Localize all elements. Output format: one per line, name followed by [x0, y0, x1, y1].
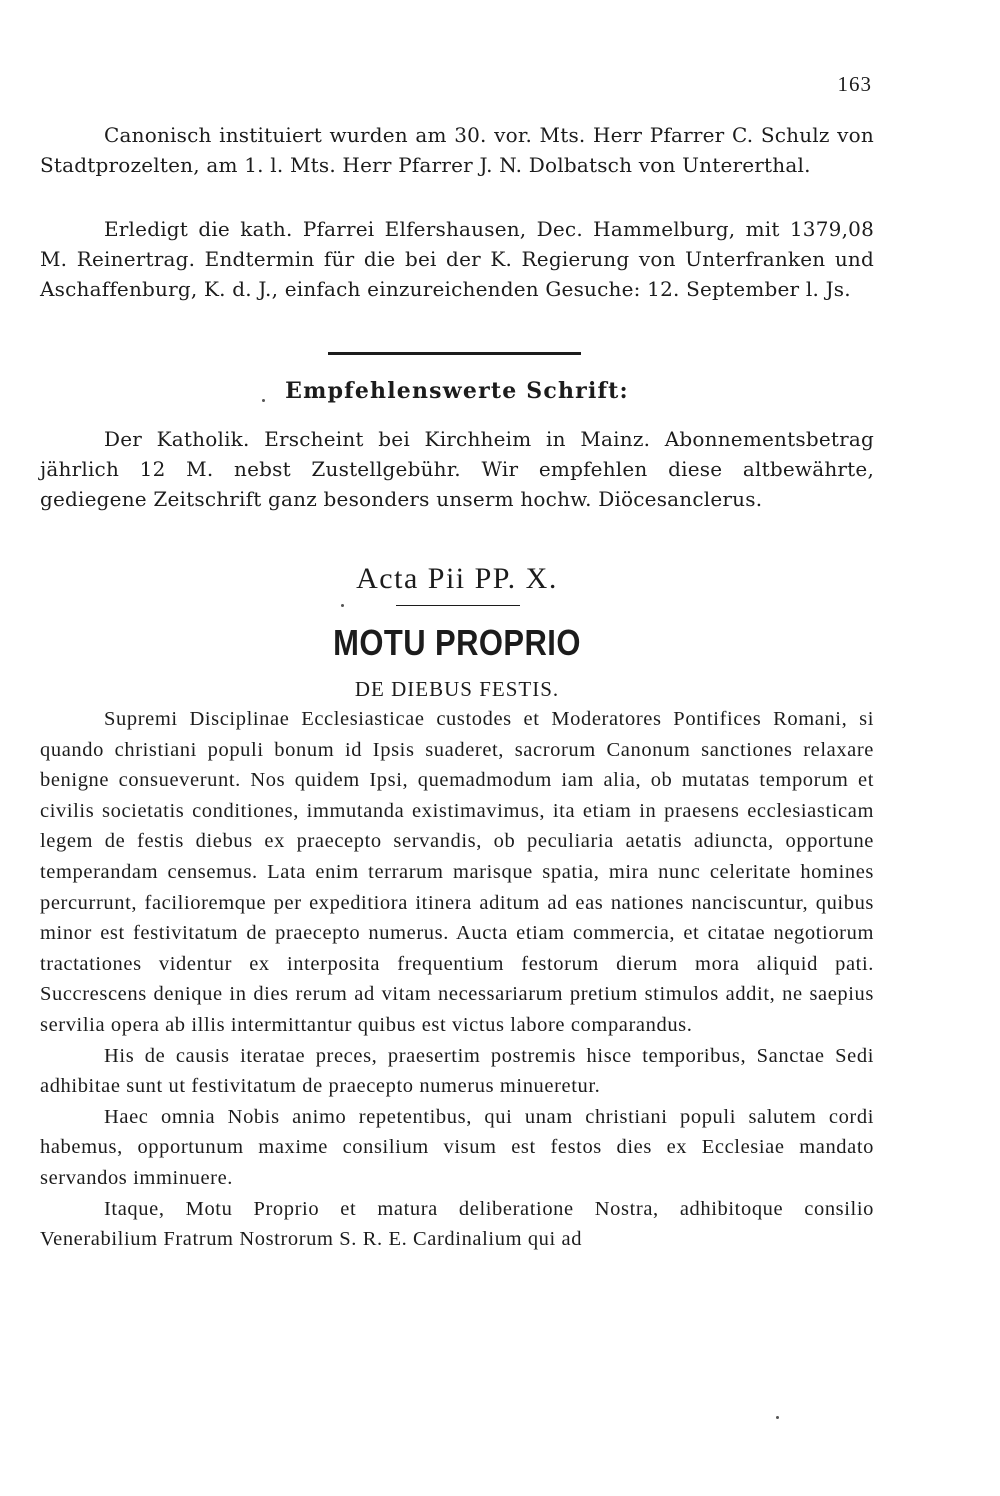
print-speck — [776, 1416, 779, 1419]
motu-proprio-body — [40, 704, 874, 1255]
motu-proprio-title: MOTU PROPRIO — [333, 622, 581, 663]
body-paragraph: Haec omnia Nobis animo repetentibus, qui unam christiani populi salutem cordi habemus, opportunum maxime consilium visum est festos dies ex Ecclesiae mandato servandos imminuere. — [40, 1105, 874, 1189]
institution-notice — [40, 120, 874, 180]
print-speck — [341, 604, 344, 607]
recommendation-notice — [40, 424, 874, 514]
acta-divider — [396, 605, 520, 606]
motu-proprio-subtitle: DE DIEBUS FESTIS. — [354, 677, 560, 701]
acta-title: Acta Pii PP. X. — [356, 562, 558, 595]
vacancy-notice — [40, 214, 874, 304]
section-divider — [328, 352, 581, 355]
recommendation-heading: Empfehlenswerte Schrift: — [285, 378, 629, 404]
body-paragraph: Itaque, Motu Proprio et matura deliberatione Nostra, adhibitoque consilio Venerabilium Fratrum Nostrorum S. R. E. Cardinalium qui ad — [40, 1197, 874, 1251]
page-number: 163 — [837, 72, 872, 96]
vacancy-paragraph: Erledigt die kath. Pfarrei Elfershausen, Dec. Hammelburg, mit 1379,08 M. Reinertrag. Endtermin für die bei der K. Regierung von Unterfranken und Aschaffenburg, K. d. J., einfach einzureichenden Gesuche: 12. September l. Js. — [40, 217, 874, 301]
body-paragraph: His de causis iteratae preces, praesertim postremis hisce temporibus, Sanctae Sedi adhibitae sunt ut festivitatum de praecepto numerus minueretur. — [40, 1044, 874, 1098]
institution-paragraph: Canonisch instituiert wurden am 30. vor. Mts. Herr Pfarrer C. Schulz von Stadtprozelten, am 1. l. Mts. Herr Pfarrer J. N. Dolbatsch von Untererthal. — [40, 123, 874, 177]
body-paragraph: Supremi Disciplinae Ecclesiasticae custodes et Moderatores Pontifices Romani, si quando christiani populi bonum id Ipsis suaderet, sacrorum Canonum sanctiones relaxare benigne consueverunt. Nos quidem Ipsi, quemadmodum iam alia, ob mutatas temporum et civilis societatis conditiones, immutanda existimavimus, ita etiam in praesens ecclesiasticam legem de festis diebus ex praecepto servandis, ob peculiaria aetatis adiuncta, opportune temperandam censemus. Lata enim terrarum marisque spatia, mira nunc celeritate homines percurrunt, facilioremque per expeditiora itinera aditum ad eas nationes nanciscuntur, quibus minor est festivitatum de praecepto numerus. Aucta etiam commercia, et citatae negotiorum tractationes videntur ex interposita frequentium festorum dierum mora aliquid pati. Succrescens denique in dies rerum ad vitam necessariarum pretium stimulos addit, ne saepius servilia opera ab illis intermittantur quibus est victus labore comparandus. — [40, 708, 874, 1036]
recommendation-paragraph: Der Katholik. Erscheint bei Kirchheim in Mainz. Abonnementsbetrag jährlich 12 M. nebst Zustellgebühr. Wir empfehlen diese altbewährte, gediegene Zeitschrift ganz besonders unserm hochw. Diöcesanclerus. — [40, 427, 874, 511]
